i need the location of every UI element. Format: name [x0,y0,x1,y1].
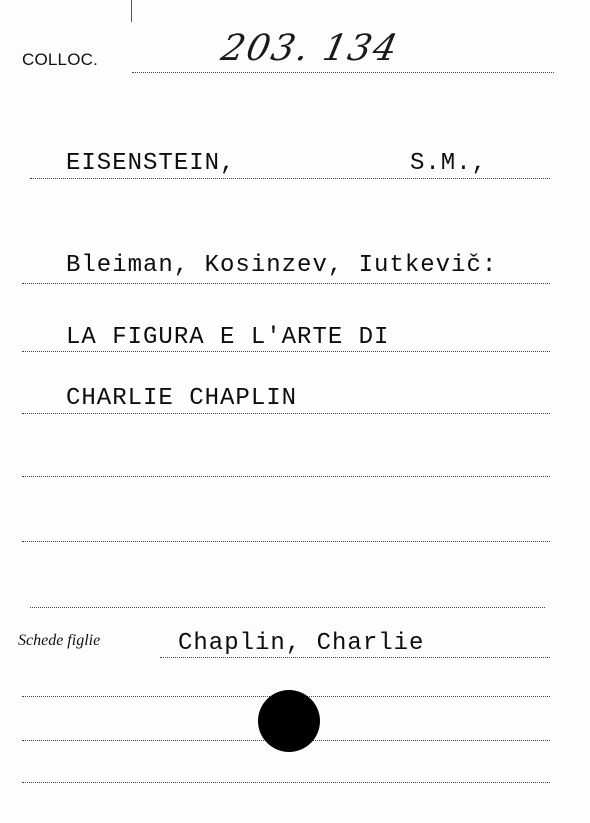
colloc-dotted-line [132,72,554,73]
author-surname: EISENSTEIN, [66,150,236,177]
title-line2: CHARLIE CHAPLIN [66,385,298,412]
colloc-number: 203. 134 [217,28,403,69]
subcards-dotted-line [160,657,550,658]
empty-dotted-line-2 [22,541,550,542]
empty-dotted-line-6 [22,782,550,783]
title-line2-dotted-line [22,413,550,414]
subcards-label: Schede figlie [18,632,101,649]
top-edge-mark [131,0,132,22]
coauthors-dotted-line [22,283,550,284]
subcards-value: Chaplin, Charlie [178,630,425,657]
colloc-label: COLLOC. [22,50,99,69]
empty-dotted-line-3 [30,607,545,608]
author-initials: S.M., [410,150,488,177]
coauthors-text: Bleiman, Kosinzev, Iutkevič: [66,252,498,279]
title-line1-dotted-line [22,351,550,352]
title-line1: LA FIGURA E L'ARTE DI [66,324,390,351]
author-dotted-line [30,178,550,179]
empty-dotted-line-1 [22,476,550,477]
punch-hole [258,690,320,752]
